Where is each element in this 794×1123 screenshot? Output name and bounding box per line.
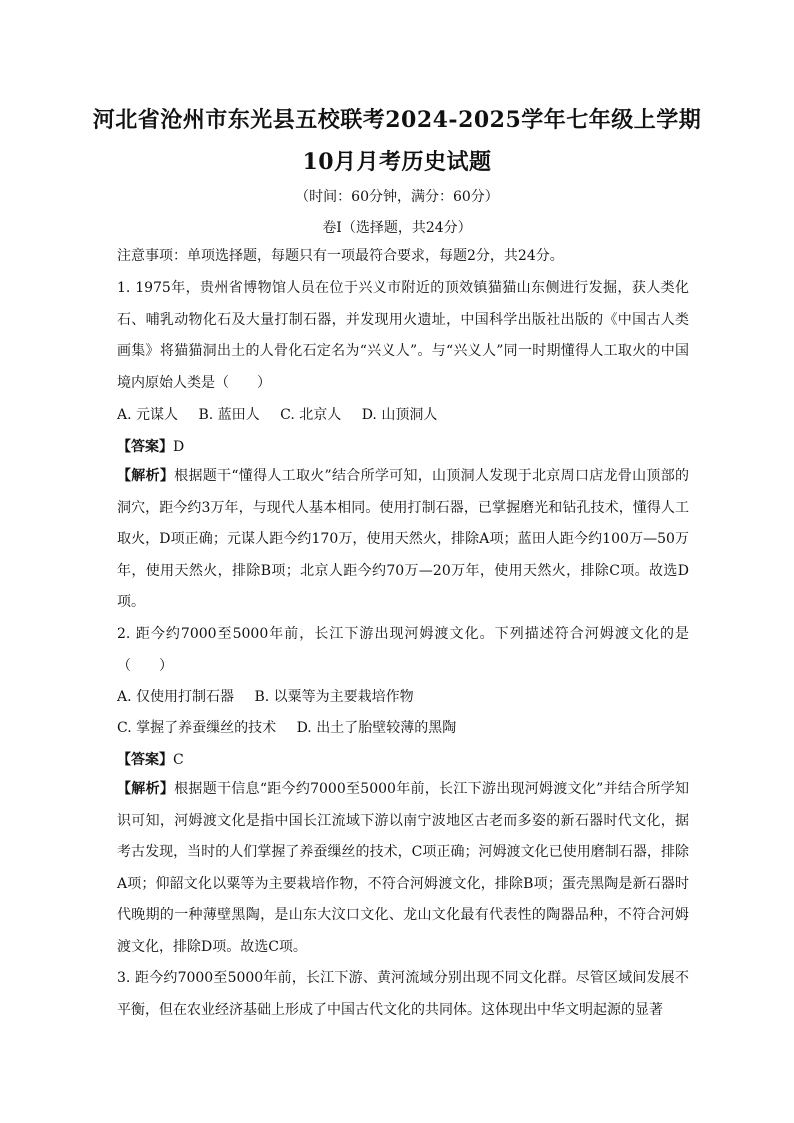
question-2-options-row1 — [117, 686, 414, 706]
q1-option-d: D. 山顶洞人 — [361, 407, 438, 423]
analysis-text: 根据题干“懂得人工取火”结合所学可知，山顶洞人发现于北京周口店龙骨山顶部的洞穴，距今约3万年，与现代人基本相同。使用打制石器，已掌握磨光和钻孔技术，懂得人工取火，D项正确；元谋人距今约170万，使用天然火，排除A项；蓝田人距今约100万—50万年，使用天然火，排除B项；北京人距今约70万—20万年，使用天然火，排除C项。故选D项。 — [117, 468, 690, 611]
section-title: 卷Ⅰ（选择题，共24分） — [322, 220, 472, 236]
q1-option-b: B. 蓝田人 — [198, 407, 260, 423]
exam-title-line2: 10月月考历史试题 — [302, 149, 492, 175]
q2-option-b: B. 以粟等为主要栽培作物 — [254, 689, 414, 705]
q1-option-c: C. 北京人 — [280, 407, 342, 423]
notice: 注意事项：单项选择题，每题只有一项最符合要求，每题2分，共24分。 — [117, 248, 564, 264]
question-1-analysis — [117, 461, 689, 619]
question-1-stem: 1. 1975年，贵州省博物馆人员在位于兴义市附近的顶效镇猫猫山东侧进行发掘，获人类化石、哺乳动物化石及大量打制石器，并发现用火遗址，中国科学出版社出版的《中国古人类画集》将猫猫洞出土的人骨化石定名为“兴义人”。与“兴义人”同一时期懂得人工取火的中国境内原始人类是（ ） — [117, 280, 689, 391]
question-3-stem: 3. 距今约7000至5000年前，长江下游、黄河流域分别出现不同文化群。尽管区域间发展不平衡，但在农业经济基础上形成了中国古代文化的共同体。这体现出中华文明起源的显著 — [117, 970, 689, 1018]
question-1-answer — [117, 436, 184, 456]
q2-option-d: D. 出土了胎壁较薄的黑陶 — [296, 720, 457, 736]
question-2-stem: 2. 距今约7000至5000年前，长江下游出现河姆渡文化。下列描述符合河姆渡文化的是（ ） — [117, 626, 689, 674]
answer-value: C — [173, 752, 184, 768]
time-info: （时间：60分钟，满分：60分） — [295, 189, 499, 205]
q1-option-a: A. 元谋人 — [117, 407, 179, 423]
question-2-answer — [117, 749, 184, 769]
q2-option-a: A. 仅使用打制石器 — [117, 689, 235, 705]
question-2-options-row2 — [117, 717, 456, 737]
analysis-label: 【解析】 — [117, 781, 175, 797]
q2-option-c: C. 掌握了养蚕缫丝的技术 — [117, 720, 277, 736]
exam-title-line1: 河北省沧州市东光县五校联考2024-2025学年七年级上学期 — [92, 107, 702, 133]
question-1-options — [117, 404, 437, 424]
answer-label: 【答案】 — [117, 439, 173, 455]
analysis-text: 根据题干信息“距今约7000至5000年前，长江下游出现河姆渡文化”并结合所学知识可知，河姆渡文化是指中国长江流域下游以南宁波地区古老而多姿的新石器时代文化，据考古发现，当时的人们掌握了养蚕缫丝的技术，C项正确；河姆渡文化已使用磨制石器，排除A项；仰韶文化以粟等为主要栽培作物，不符合河姆渡文化，排除B项；蛋壳黑陶是新石器时代晚期的一种薄壁黑陶，是山东大汶口文化、龙山文化最有代表性的陶器品种，不符合河姆渡文化，排除D项。故选C项。 — [117, 781, 690, 955]
analysis-label: 【解析】 — [117, 468, 175, 484]
question-2-analysis — [117, 774, 689, 964]
answer-value: D — [173, 439, 185, 455]
answer-label: 【答案】 — [117, 752, 173, 768]
